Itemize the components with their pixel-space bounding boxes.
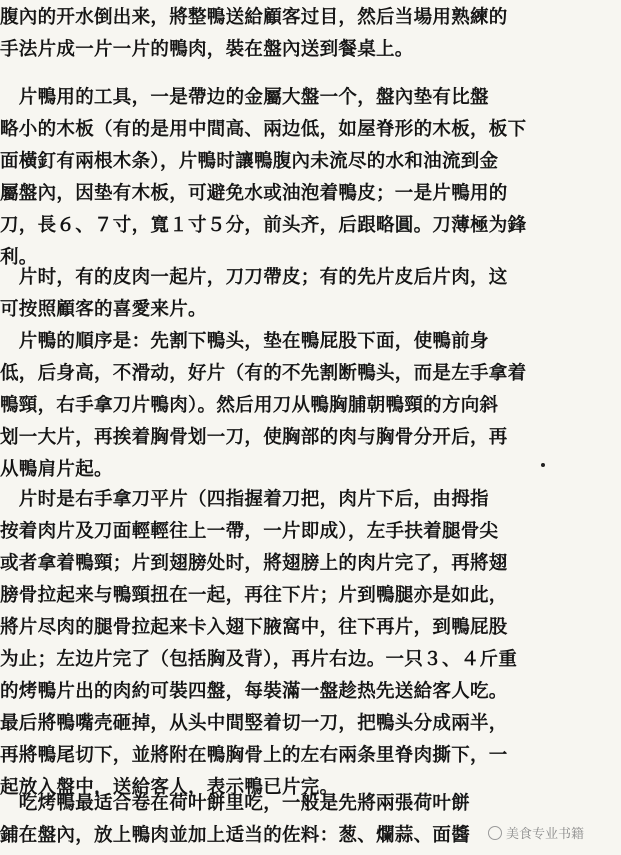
text-line: 屬盤內，因垫有木板，可避免水或油泡着鴨皮；一是片鴨用的 bbox=[0, 183, 508, 204]
paragraph-1 bbox=[0, 2, 621, 66]
text-line: 膀骨拉起来与鴨頸扭在一起，再往下片；片到鴨腿亦是如此， bbox=[0, 585, 508, 606]
text-line: 面橫釘有兩根木条），片鴨时讓鴨腹內未流尽的水和油流到金 bbox=[0, 151, 499, 172]
text-line: 刀，長６、７寸，寬１寸５分，前头齐，后跟略圓。刀薄極为鋒 bbox=[0, 215, 527, 236]
text-line: 起放入盤中，送給客人，表示鴨已片完。 bbox=[0, 777, 339, 798]
text-line: 从鴨肩片起。 bbox=[0, 459, 113, 480]
paragraph-6 bbox=[0, 788, 621, 852]
text-line: 腹內的开水倒出来，將整鴨送給顧客过目，然后当場用熟練的 bbox=[0, 7, 508, 28]
text-line: 再將鴨尾切下，並將附在鴨胸骨上的左右兩条里脊肉撕下，一 bbox=[0, 745, 508, 766]
text-line: 鴨頸，右手拿刀片鴨肉）。然后用刀从鴨胸脯朝鴨頸的方向斜 bbox=[0, 395, 499, 416]
text-line: 手法片成一片一片的鴨肉，裝在盤內送到餐桌上。 bbox=[0, 39, 414, 60]
text-line: 最后將鴨嘴壳砸掉，从头中間竪着切一刀，把鴨头分成兩半， bbox=[0, 713, 508, 734]
text-line: 可按照顧客的喜愛来片。 bbox=[0, 299, 207, 320]
text-line: 或者拿着鴨頸；片到翅膀处时，將翅膀上的肉片完了，再將翅 bbox=[0, 553, 508, 574]
text-line: 鋪在盤內，放上鴨肉並加上适当的佐料：葱、爛蒜、面醬 bbox=[0, 825, 471, 846]
text-line: 划一大片，再挨着胸骨划一刀，使胸部的肉与胸骨分开后，再 bbox=[0, 427, 508, 448]
paragraph-3 bbox=[0, 262, 621, 326]
paragraph-4 bbox=[0, 326, 621, 486]
text-line: 片鴨用的工具，一是帶边的金屬大盤一个，盤內垫有比盤 bbox=[0, 87, 489, 108]
text-line: 片鴨的順序是：先割下鴨头，垫在鴨屁股下面，使鴨前身 bbox=[0, 331, 489, 352]
text-line: 略小的木板（有的是用中間高、兩边低，如屋脊形的木板，板下 bbox=[0, 119, 527, 140]
text-line: 低，后身高，不滑动，好片（有的不先割断鴨头，而是左手拿着 bbox=[0, 363, 527, 384]
watermark-logo-icon bbox=[488, 826, 502, 840]
watermark bbox=[488, 823, 584, 842]
text-line: 將片尽肉的腿骨拉起来卡入翅下腋窩中，往下再片，到鴨屁股 bbox=[0, 617, 508, 638]
text-line: 吃烤鴨最适合卷在荷叶餅里吃，一般是先將兩張荷叶餅 bbox=[0, 793, 471, 814]
ink-speck bbox=[541, 463, 545, 467]
paragraph-2 bbox=[0, 82, 621, 274]
text-line: 片时，有的皮肉一起片，刀刀帶皮；有的先片皮后片肉，这 bbox=[0, 267, 508, 288]
text-line: 为止；左边片完了（包括胸及背），再片右边。一只３、４斤重 bbox=[0, 649, 518, 670]
text-line: 利。 bbox=[0, 247, 38, 268]
paragraph-5 bbox=[0, 484, 621, 804]
text-line: 的烤鴨片出的肉約可裝四盤，每裝滿一盤趁热先送給客人吃。 bbox=[0, 681, 508, 702]
text-line: 按着肉片及刀面輕輕往上一帶，一片即成），左手扶着腿骨尖 bbox=[0, 521, 499, 542]
watermark-text: 美食专业书籍 bbox=[506, 827, 585, 842]
text-line: 片时是右手拿刀平片（四指握着刀把，肉片下后，由拇指 bbox=[0, 489, 489, 510]
